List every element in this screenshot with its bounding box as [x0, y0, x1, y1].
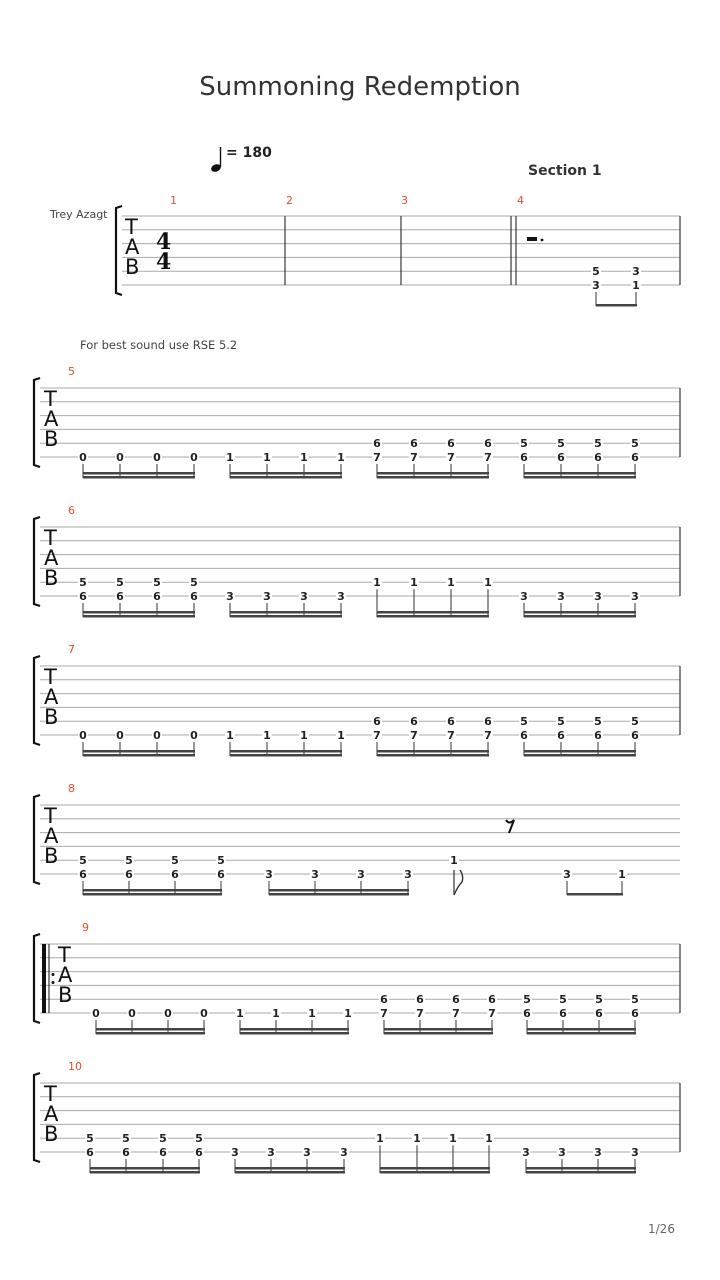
- instrument-name: Trey Azagt: [50, 208, 108, 221]
- fret-number: 1: [300, 451, 308, 464]
- fret-number: 7: [484, 729, 492, 742]
- measure-number: 2: [286, 194, 293, 207]
- fret-number: 7: [484, 451, 492, 464]
- fret-number: 5: [520, 437, 528, 451]
- fret-number: 7: [373, 451, 381, 464]
- tab-clef-letter: B: [44, 705, 59, 729]
- beam: [524, 615, 636, 618]
- fret-number: 5: [557, 437, 565, 451]
- tab-clef-letter: T: [44, 387, 57, 411]
- tab-system: [34, 504, 680, 618]
- system-bracket: [34, 656, 40, 745]
- fret-number: 6: [190, 590, 198, 603]
- fret-number: 6: [447, 437, 455, 451]
- system-bracket: [34, 378, 40, 467]
- fret-number: 1: [618, 868, 626, 881]
- fret-number: 3: [631, 590, 639, 603]
- system-bracket: [34, 517, 40, 606]
- fret-number: 1: [236, 1007, 244, 1020]
- tab-clef-letter: B: [44, 1122, 59, 1146]
- fret-number: 5: [195, 1132, 203, 1146]
- fret-number: 5: [190, 576, 198, 590]
- fret-number: 6: [631, 729, 639, 742]
- fret-number: 6: [484, 437, 492, 451]
- fret-number: 6: [171, 868, 179, 881]
- fret-number: 0: [153, 451, 161, 464]
- fret-number: 3: [404, 868, 412, 881]
- beam: [596, 304, 637, 307]
- fret-number: 0: [116, 729, 124, 742]
- beam: [83, 611, 195, 614]
- fret-number: 1: [300, 729, 308, 742]
- fret-number: 3: [632, 265, 640, 279]
- measure-number: 3: [401, 194, 408, 207]
- tab-clef-letter: A: [58, 963, 73, 987]
- fret-number: 3: [267, 1146, 275, 1159]
- fret-number: 0: [79, 451, 87, 464]
- fret-number: 6: [116, 590, 124, 603]
- measure-number: 1: [170, 194, 177, 207]
- fret-number: 5: [86, 1132, 94, 1146]
- fret-number: 3: [631, 1146, 639, 1159]
- tab-clef-letter: T: [58, 943, 71, 967]
- beam: [527, 1028, 636, 1031]
- rse-note: For best sound use RSE 5.2: [80, 338, 238, 352]
- fret-number: 7: [452, 1007, 460, 1020]
- beam: [377, 472, 489, 475]
- time-signature-top: 4: [156, 229, 172, 255]
- fret-number: 5: [631, 715, 639, 729]
- tab-clef-letter: T: [125, 215, 138, 239]
- beam: [377, 615, 489, 618]
- beam: [377, 754, 489, 757]
- fret-number: 6: [631, 1007, 639, 1020]
- beam: [230, 611, 342, 614]
- measure-number: 5: [68, 365, 75, 378]
- fret-number: 6: [373, 437, 381, 451]
- beam: [230, 750, 342, 753]
- system-bracket: [34, 795, 40, 884]
- fret-number: 6: [86, 1146, 94, 1159]
- beam: [235, 1171, 345, 1174]
- fret-number: 6: [484, 715, 492, 729]
- tab-clef-letter: A: [44, 1102, 59, 1126]
- beam: [83, 889, 222, 892]
- repeat-dot: [52, 973, 55, 976]
- fret-number: 5: [595, 993, 603, 1007]
- half-rest: [527, 237, 537, 241]
- tab-clef-letter: A: [44, 685, 59, 709]
- tempo-marking: = 180: [226, 145, 272, 161]
- fret-number: 3: [303, 1146, 311, 1159]
- beam: [377, 611, 489, 614]
- fret-number: 5: [171, 854, 179, 868]
- fret-number: 7: [410, 451, 418, 464]
- fret-number: 3: [300, 590, 308, 603]
- fret-number: 6: [447, 715, 455, 729]
- fret-number: 6: [195, 1146, 203, 1159]
- beam: [526, 1171, 636, 1174]
- page-number: 1/26: [648, 1222, 675, 1236]
- fret-number: 6: [594, 451, 602, 464]
- fret-number: 3: [522, 1146, 530, 1159]
- beam: [524, 754, 636, 757]
- fret-number: 5: [116, 576, 124, 590]
- fret-number: 3: [231, 1146, 239, 1159]
- tab-system: [34, 365, 680, 479]
- tab-clef-letter: A: [44, 546, 59, 570]
- beam: [83, 476, 195, 479]
- beam: [83, 472, 195, 475]
- fret-number: 5: [520, 715, 528, 729]
- system-bracket: [34, 934, 40, 1023]
- beam: [235, 1167, 345, 1170]
- fret-number: 5: [594, 437, 602, 451]
- fret-number: 1: [447, 576, 455, 590]
- fret-number: 3: [557, 590, 565, 603]
- tab-system: [34, 782, 680, 896]
- tab-system: [34, 643, 680, 757]
- fret-number: 3: [263, 590, 271, 603]
- fret-number: 3: [265, 868, 273, 881]
- fret-number: 1: [450, 854, 458, 868]
- beam: [527, 1032, 636, 1035]
- fret-number: 5: [153, 576, 161, 590]
- song-title: Summoning Redemption: [199, 72, 521, 102]
- beam: [384, 1028, 493, 1031]
- tab-clef-letter: B: [44, 566, 59, 590]
- fret-number: 0: [153, 729, 161, 742]
- fret-number: 6: [79, 868, 87, 881]
- measure-number: 4: [517, 194, 524, 207]
- fret-number: 6: [217, 868, 225, 881]
- repeat-dot: [52, 981, 55, 984]
- fret-number: 5: [557, 715, 565, 729]
- fret-number: 7: [373, 729, 381, 742]
- tab-clef-letter: T: [44, 1082, 57, 1106]
- beam: [96, 1028, 205, 1031]
- beam: [90, 1167, 200, 1170]
- beam: [90, 1171, 200, 1174]
- fret-number: 6: [125, 868, 133, 881]
- fret-number: 0: [190, 729, 198, 742]
- fret-number: 5: [631, 993, 639, 1007]
- fret-number: 5: [592, 265, 600, 279]
- fret-number: 3: [340, 1146, 348, 1159]
- tab-clef-letter: T: [44, 804, 57, 828]
- fret-number: 7: [416, 1007, 424, 1020]
- beam: [240, 1032, 349, 1035]
- fret-number: 7: [447, 451, 455, 464]
- beam: [384, 1032, 493, 1035]
- beam: [524, 750, 636, 753]
- beam: [377, 750, 489, 753]
- fret-number: 6: [557, 729, 565, 742]
- tab-clef-letter: T: [44, 665, 57, 689]
- fret-number: 3: [337, 590, 345, 603]
- fret-number: 3: [226, 590, 234, 603]
- fret-number: 3: [594, 590, 602, 603]
- rest-dot: [541, 239, 544, 242]
- fret-number: 3: [520, 590, 528, 603]
- eighth-rest: [506, 820, 514, 833]
- fret-number: 5: [122, 1132, 130, 1146]
- measure-number: 9: [82, 921, 89, 934]
- beam: [83, 615, 195, 618]
- fret-number: 5: [217, 854, 225, 868]
- tab-clef-letter: A: [125, 235, 140, 259]
- measure-number: 6: [68, 504, 75, 517]
- fret-number: 6: [159, 1146, 167, 1159]
- tab-clef-letter: A: [44, 407, 59, 431]
- tab-system: [34, 1060, 680, 1174]
- beam: [524, 611, 636, 614]
- beam: [526, 1167, 636, 1170]
- fret-number: 6: [410, 437, 418, 451]
- measure-number: 7: [68, 643, 75, 656]
- fret-number: 6: [488, 993, 496, 1007]
- fret-number: 1: [263, 451, 271, 464]
- beam: [380, 1171, 490, 1174]
- fret-number: 1: [413, 1132, 421, 1146]
- fret-number: 1: [344, 1007, 352, 1020]
- system-bracket: [116, 206, 122, 295]
- beam: [377, 476, 489, 479]
- section-marker: Section 1: [528, 163, 602, 179]
- fret-number: 6: [79, 590, 87, 603]
- tab-clef-letter: A: [44, 824, 59, 848]
- fret-number: 1: [272, 1007, 280, 1020]
- fret-number: 6: [380, 993, 388, 1007]
- fret-number: 6: [373, 715, 381, 729]
- fret-number: 3: [311, 868, 319, 881]
- fret-number: 6: [523, 1007, 531, 1020]
- beam: [524, 472, 636, 475]
- fret-number: 5: [631, 437, 639, 451]
- tab-system: [34, 921, 680, 1035]
- fret-number: 3: [558, 1146, 566, 1159]
- fret-number: 6: [595, 1007, 603, 1020]
- beam: [230, 754, 342, 757]
- fret-number: 7: [447, 729, 455, 742]
- beam: [230, 472, 342, 475]
- fret-number: 0: [92, 1007, 100, 1020]
- fret-number: 1: [226, 729, 234, 742]
- fret-number: 6: [559, 1007, 567, 1020]
- tab-clef-letter: B: [125, 255, 140, 279]
- fret-number: 1: [485, 1132, 493, 1146]
- beam: [269, 893, 409, 896]
- fret-number: 0: [116, 451, 124, 464]
- tab-clef-letter: B: [58, 983, 73, 1007]
- fret-number: 6: [631, 451, 639, 464]
- fret-number: 1: [410, 576, 418, 590]
- fret-number: 6: [452, 993, 460, 1007]
- tab-clef-letter: B: [44, 427, 59, 451]
- fret-number: 6: [594, 729, 602, 742]
- fret-number: 1: [376, 1132, 384, 1146]
- fret-number: 1: [308, 1007, 316, 1020]
- tab-clef-letter: B: [44, 844, 59, 868]
- fret-number: 5: [559, 993, 567, 1007]
- fret-number: 7: [488, 1007, 496, 1020]
- fret-number: 1: [449, 1132, 457, 1146]
- fret-number: 5: [79, 576, 87, 590]
- beam: [524, 476, 636, 479]
- fret-number: 6: [520, 451, 528, 464]
- fret-number: 0: [190, 451, 198, 464]
- fret-number: 7: [380, 1007, 388, 1020]
- fret-number: 1: [263, 729, 271, 742]
- fret-number: 0: [79, 729, 87, 742]
- fret-number: 3: [563, 868, 571, 881]
- fret-number: 1: [226, 451, 234, 464]
- fret-number: 5: [159, 1132, 167, 1146]
- fret-number: 7: [410, 729, 418, 742]
- beam: [230, 476, 342, 479]
- fret-number: 5: [523, 993, 531, 1007]
- beam: [96, 1032, 205, 1035]
- measure-number: 8: [68, 782, 75, 795]
- fret-number: 1: [373, 576, 381, 590]
- beam: [380, 1167, 490, 1170]
- fret-number: 6: [153, 590, 161, 603]
- fret-number: 6: [122, 1146, 130, 1159]
- fret-number: 3: [357, 868, 365, 881]
- fret-number: 0: [200, 1007, 208, 1020]
- fret-number: 5: [594, 715, 602, 729]
- measure-number: 10: [68, 1060, 82, 1073]
- tab-clef-letter: T: [44, 526, 57, 550]
- beam: [567, 893, 623, 896]
- fret-number: 6: [557, 451, 565, 464]
- time-signature-bottom: 4: [156, 249, 172, 275]
- system-bracket: [34, 1073, 40, 1162]
- fret-number: 1: [337, 729, 345, 742]
- fret-number: 3: [594, 1146, 602, 1159]
- fret-number: 1: [337, 451, 345, 464]
- beam: [83, 750, 195, 753]
- fret-number: 6: [520, 729, 528, 742]
- repeat-thick-bar: [42, 944, 46, 1013]
- beam: [269, 889, 409, 892]
- fret-number: 5: [125, 854, 133, 868]
- fret-number: 1: [632, 279, 640, 292]
- fret-number: 1: [484, 576, 492, 590]
- tab-system-first: [116, 194, 680, 307]
- beam: [83, 893, 222, 896]
- fret-number: 6: [410, 715, 418, 729]
- beam: [230, 615, 342, 618]
- beam: [83, 754, 195, 757]
- fret-number: 0: [128, 1007, 136, 1020]
- fret-number: 5: [79, 854, 87, 868]
- quarter-note-icon: [210, 147, 222, 173]
- fret-number: 0: [164, 1007, 172, 1020]
- beam: [240, 1028, 349, 1031]
- fret-number: 6: [416, 993, 424, 1007]
- fret-number: 3: [592, 279, 600, 292]
